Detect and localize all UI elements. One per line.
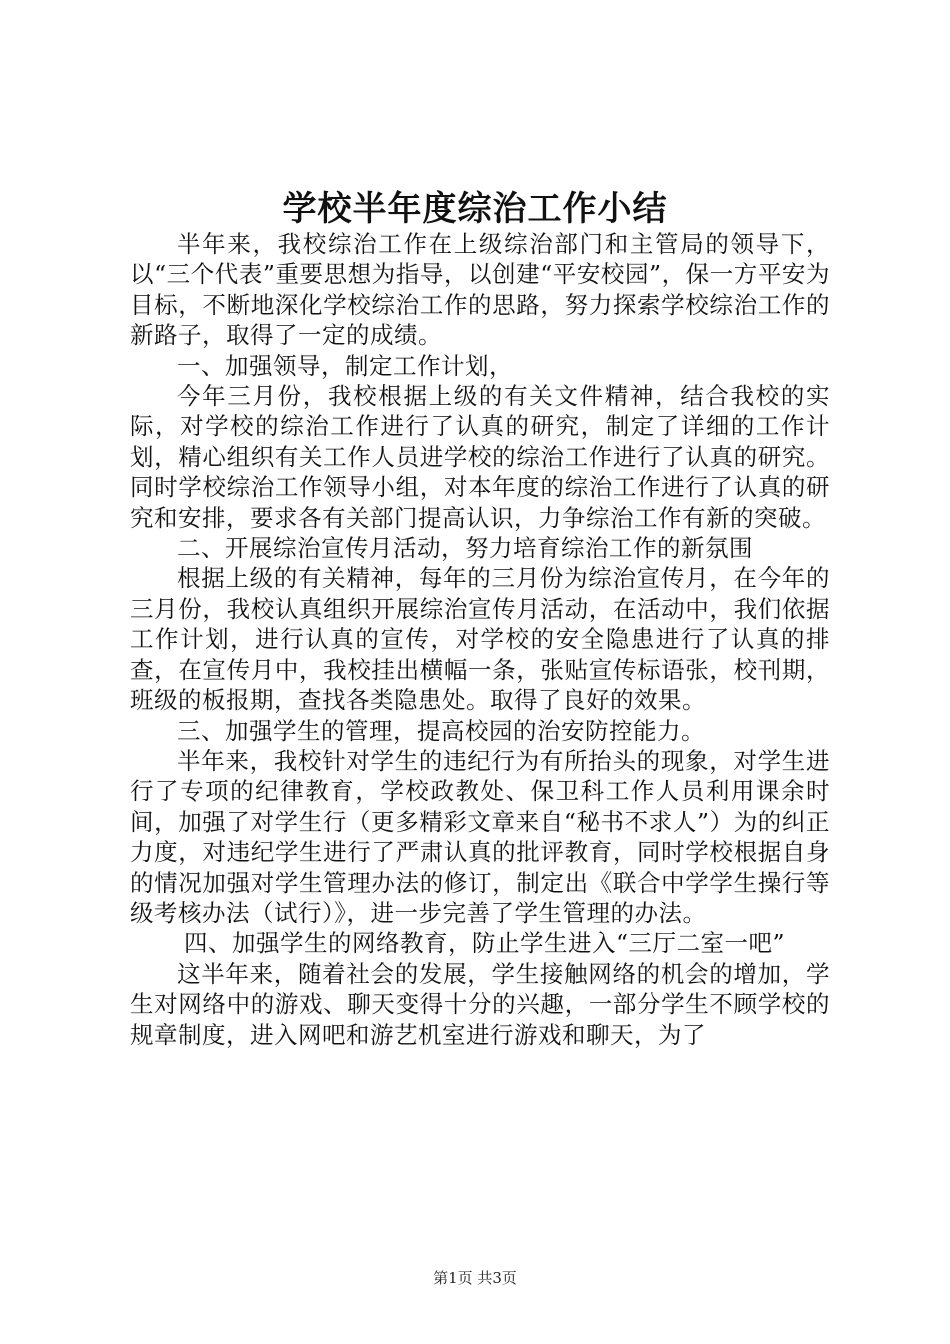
section-4-paragraph: 这半年来，随着社会的发展，学生接触网络的机会的增加，学生对网络中的游戏、聊天变得十分的兴趣，一部分学生不顾学校的规章制度，进入网吧和游艺机室进行游戏和聊天，为了: [130, 959, 830, 1049]
intro-paragraph: 半年来，我校综治工作在上级综治部门和主管局的领导下，以“三个代表”重要思想为指导，以创建“平安校园”，保一方平安为目标，不断地深化学校综治工作的思路，努力探索学校综治工作的新路子，取得了一定的成绩。: [130, 230, 830, 350]
section-heading-4: 四、加强学生的网络教育，防止学生进入“三厅二室一吧”: [184, 929, 786, 958]
section-1-paragraph: 今年三月份，我校根据上级的有关文件精神，结合我校的实际，对学校的综治工作进行了认真的研究，制定了详细的工作计划，精心组织有关工作人员进学校的综治工作进行了认真的研究。同时学校综治工作领导小组，对本年度的综治工作进行了认真的研究和安排，要求各有关部门提高认识，力争综治工作有新的突破。: [130, 382, 830, 532]
section-3-paragraph: 半年来，我校针对学生的违纪行为有所抬头的现象，对学生进行了专项的纪律教育，学校政教处、保卫科工作人员利用课余时间，加强了对学生行（更多精彩文章来自“秘书不求人”）为的纠正力度，对违纪学生进行了严肃认真的批评教育，同时学校根据自身的情况加强对学生管理办法的修订，制定出《联合中学学生操行等级考核办法（试行）》，进一步完善了学生管理的办法。: [130, 746, 830, 927]
document-title: 学校半年度综治工作小结: [282, 189, 668, 229]
document-body: [130, 229, 830, 1050]
section-2-paragraph: 根据上级的有关精神，每年的三月份为综治宣传月，在今年的三月份，我校认真组织开展综治宣传月活动，在活动中，我们依据工作计划，进行认真的宣传，对学校的安全隐患进行了认真的排查，在宣传月中，我校挂出横幅一条，张贴宣传标语张，校刊期，班级的板报期，查找各类隐患处。取得了良好的效果。: [130, 564, 830, 715]
section-heading-3: 三、加强学生的管理，提高校园的治安防控能力。: [177, 716, 705, 745]
section-heading-1: 一、加强领导，制定工作计划，: [177, 351, 513, 380]
section-heading-2: 二、开展综治宣传月活动，努力培育综治工作的新氛围: [177, 534, 753, 563]
page-number-footer: 第1页 共3页: [433, 1269, 517, 1287]
